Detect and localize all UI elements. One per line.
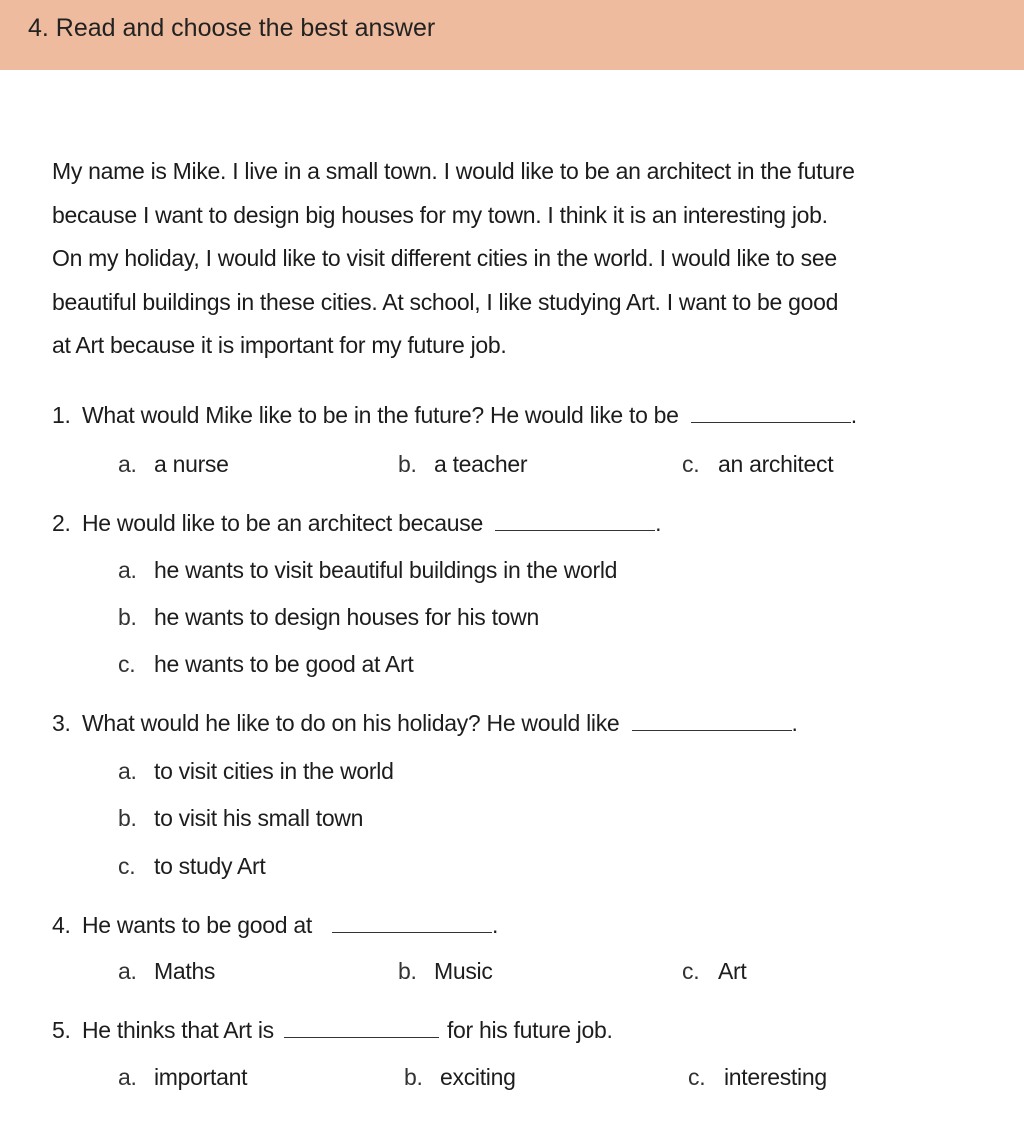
option-2c[interactable]	[118, 651, 413, 678]
question-tail: .	[655, 510, 662, 536]
option-1c[interactable]	[682, 451, 833, 478]
question-text: What would he like to do on his holiday? He would like	[82, 710, 620, 736]
option-text: Art	[718, 958, 747, 984]
question-5	[52, 1017, 613, 1044]
option-letter: a.	[118, 958, 137, 984]
option-3a[interactable]	[118, 758, 394, 785]
option-letter: a.	[118, 1064, 137, 1090]
option-4a[interactable]	[118, 958, 215, 985]
question-text: He wants to be good at	[82, 912, 312, 938]
reading-passage	[52, 150, 977, 368]
option-text: to visit cities in the world	[154, 758, 394, 784]
answer-blank[interactable]	[284, 1036, 439, 1038]
question-4	[52, 912, 498, 939]
option-letter: b.	[404, 1064, 423, 1090]
option-2a[interactable]	[118, 557, 617, 584]
option-letter: b.	[398, 451, 417, 477]
option-text: he wants to visit beautiful buildings in the world	[154, 557, 618, 583]
option-text: to study Art	[154, 853, 266, 879]
option-letter: b.	[398, 958, 417, 984]
option-text: important	[154, 1064, 248, 1090]
option-letter: c.	[682, 451, 700, 477]
option-1b[interactable]	[398, 451, 527, 478]
passage-line: because I want to design big houses for my town. I think it is an interesting job.	[52, 201, 828, 228]
question-tail: .	[850, 402, 857, 428]
option-text: a nurse	[154, 451, 229, 477]
option-letter: a.	[118, 557, 137, 583]
option-5a[interactable]	[118, 1064, 247, 1091]
question-number: 2.	[52, 510, 71, 536]
option-text: he wants to be good at Art	[154, 651, 414, 677]
option-text: Music	[434, 958, 493, 984]
passage-line: beautiful buildings in these cities. At school, I like studying Art. I want to be good	[52, 288, 839, 315]
option-letter: c.	[118, 651, 136, 677]
answer-blank[interactable]	[495, 529, 655, 531]
answer-blank[interactable]	[632, 729, 792, 731]
option-text: exciting	[440, 1064, 516, 1090]
answer-blank[interactable]	[691, 421, 851, 423]
option-letter: c.	[118, 853, 136, 879]
option-text: an architect	[718, 451, 834, 477]
question-tail: .	[492, 912, 499, 938]
option-4c[interactable]	[682, 958, 747, 985]
answer-blank[interactable]	[332, 931, 492, 933]
passage-line: at Art because it is important for my future job.	[52, 332, 507, 358]
question-tail: for his future job.	[446, 1017, 613, 1043]
exercise-header	[0, 0, 1024, 70]
option-letter: b.	[118, 604, 137, 630]
question-3	[52, 710, 798, 737]
option-letter: c.	[682, 958, 700, 984]
question-number: 4.	[52, 912, 71, 938]
question-text: He thinks that Art is	[82, 1017, 274, 1043]
option-2b[interactable]	[118, 604, 539, 631]
option-text: Maths	[154, 958, 216, 984]
question-1	[52, 402, 857, 429]
question-number: 1.	[52, 402, 71, 428]
option-letter: a.	[118, 758, 137, 784]
option-1a[interactable]	[118, 451, 229, 478]
option-letter: c.	[688, 1064, 706, 1090]
question-tail: .	[791, 710, 798, 736]
option-text: to visit his small town	[154, 805, 364, 831]
option-text: interesting	[724, 1064, 827, 1090]
option-3b[interactable]	[118, 805, 363, 832]
question-text: What would Mike like to be in the future? He would like to be	[82, 402, 679, 428]
option-letter: a.	[118, 451, 137, 477]
option-4b[interactable]	[398, 958, 493, 985]
question-number: 3.	[52, 710, 71, 736]
question-number: 5.	[52, 1017, 71, 1043]
option-letter: b.	[118, 805, 137, 831]
passage-line: On my holiday, I would like to visit different cities in the world. I would like to see	[52, 245, 837, 271]
question-2	[52, 510, 661, 537]
passage-line: My name is Mike. I live in a small town. I would like to be an architect in the future	[52, 158, 855, 184]
option-5b[interactable]	[404, 1064, 516, 1091]
option-5c[interactable]	[688, 1064, 827, 1091]
option-3c[interactable]	[118, 853, 265, 880]
question-text: He would like to be an architect because	[82, 510, 483, 536]
option-text: he wants to design houses for his town	[154, 604, 539, 630]
exercise-title: 4. Read and choose the best answer	[28, 14, 436, 42]
option-text: a teacher	[434, 451, 528, 477]
